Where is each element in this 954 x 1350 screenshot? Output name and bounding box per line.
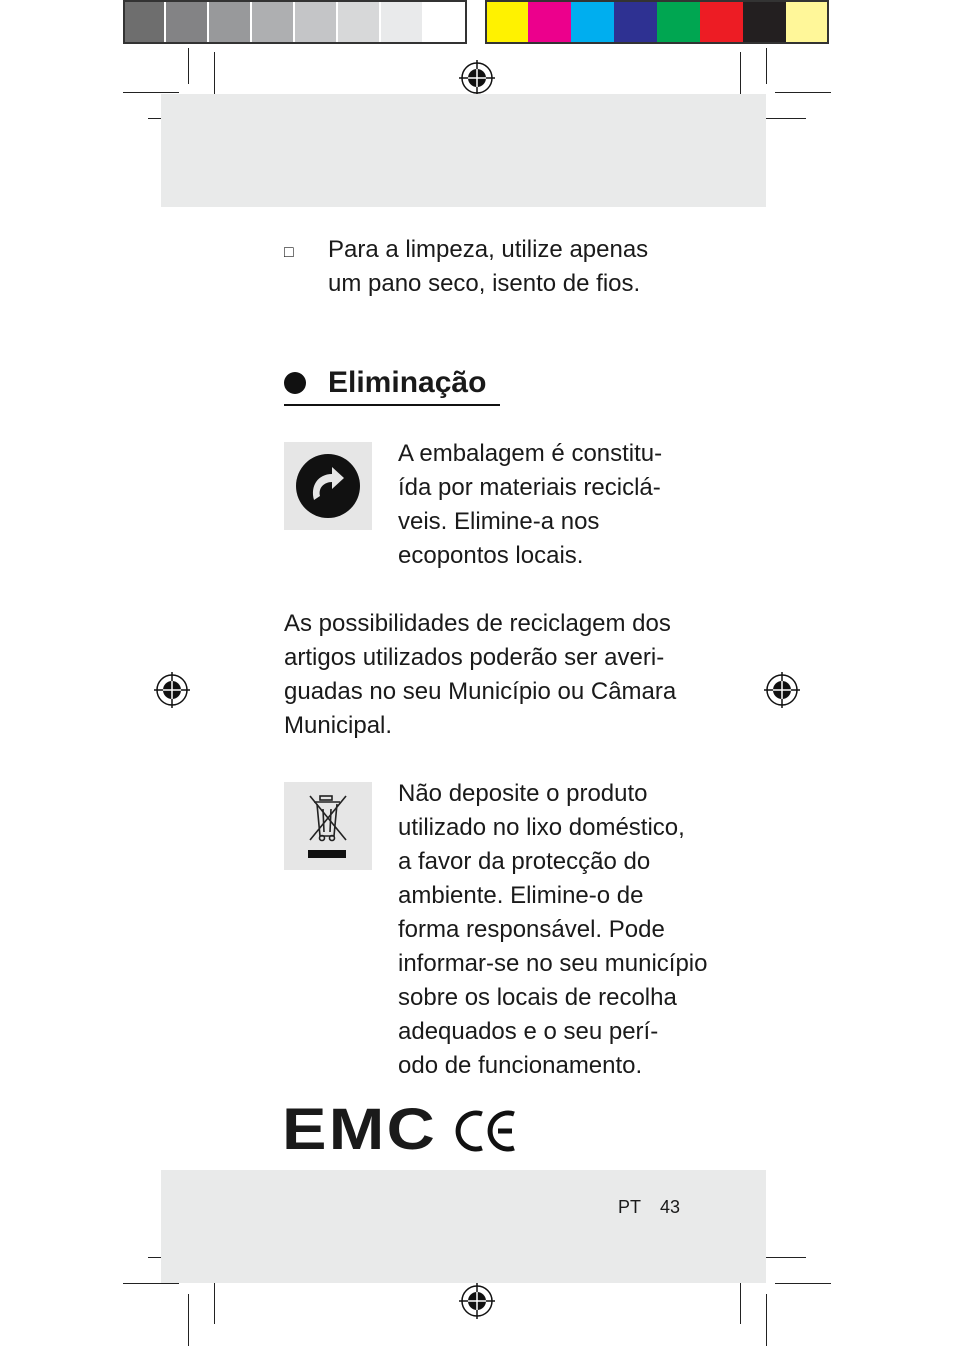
color-strip-frame [485,0,829,44]
gray-strip-frame [123,0,467,44]
footer-panel [161,1170,766,1283]
cleaning-text: Para a limpeza, utilize apenas um pano seco, isento de fios. [328,236,649,297]
ce-mark-icon [454,1108,518,1154]
registration-mark-icon [154,672,190,708]
heading-underline [284,404,500,406]
checkbox-bullet-icon: □ [284,244,294,261]
recycling-info-text: As possibilidades de reciclagem dos artigos utilizados poderão ser averi- guadas no seu Município ou Câmara Municipal. [284,610,677,739]
packaging-text: A embalagem é constitu- ída por materiais reciclá- veis. Elimine-a nos ecopontos locais. [398,440,663,569]
page-number: 43 [660,1197,681,1217]
registration-mark-icon [459,60,495,96]
language-code: PT [618,1197,642,1217]
emc-mark: EMC [282,1097,438,1162]
crossed-bin-icon [284,782,372,870]
header-panel [161,94,766,207]
registration-mark-icon [459,1283,495,1319]
bullet-dot-icon [284,372,306,394]
registration-mark-icon [764,672,800,708]
section-title: Eliminação [328,366,487,399]
weee-text: Não deposite o produto utilizado no lixo doméstico, a favor da protecção do ambiente. Elimine-o de forma responsável. Pode informar-se no seu município sobre os locais de recolha adequados e o seu perí- odo de funcionamento. [398,780,708,1079]
green-dot-recycle-icon [284,442,372,530]
